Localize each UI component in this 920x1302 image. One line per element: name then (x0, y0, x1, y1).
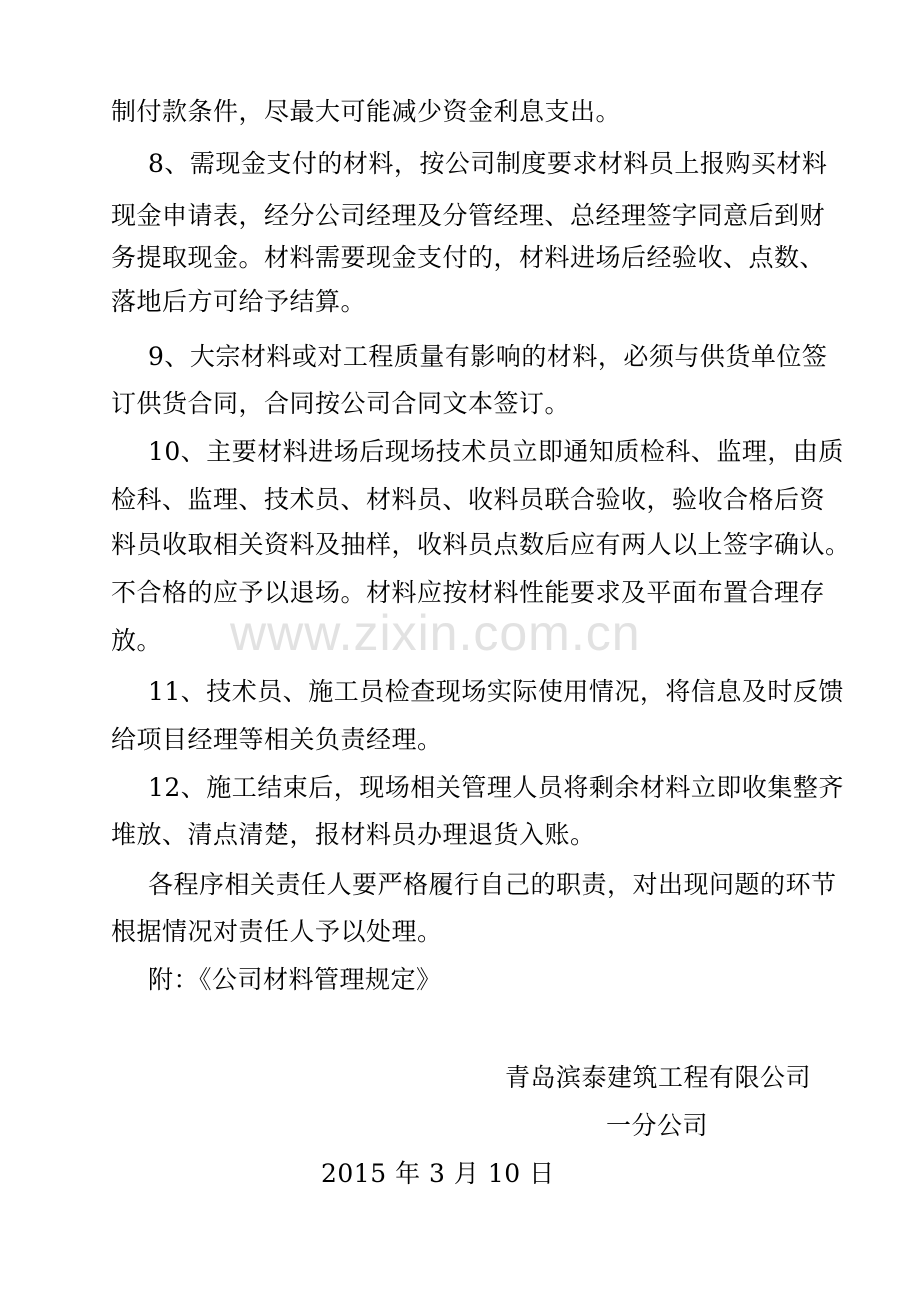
signature-branch: 一分公司 (606, 1111, 709, 1140)
paragraph-line: 制付款条件，尽最大可能减少资金利息支出。 (111, 97, 622, 126)
paragraph-line: 11、技术员、施工员检查现场实际使用情况，将信息及时反馈 (148, 677, 844, 706)
paragraph-line: 料员收取相关资料及抽样，收料员点数后应有两人以上签字确认。 (111, 530, 851, 559)
paragraph-line: 根据情况对责任人予以处理。 (111, 917, 443, 946)
watermark: www.zixin.com.cn (230, 605, 641, 661)
signature-date: 2015 年 3 月 10 日 (321, 1159, 555, 1188)
paragraph-line: 现金申请表，经分公司经理及分管经理、总经理签字同意后到财 (111, 201, 826, 230)
paragraph-line: 各程序相关责任人要严格履行自己的职责，对出现问题的环节 (148, 870, 837, 899)
paragraph-line: 订供货合同，合同按公司合同文本签订。 (111, 389, 571, 418)
paragraph-line: 不合格的应予以退场。材料应按材料性能要求及平面布置合理存 (111, 578, 826, 607)
paragraph-line: 10、主要材料进场后现场技术员立即通知质检科、监理，由质 (148, 437, 844, 466)
paragraph-line: 堆放、清点清楚，报材料员办理退货入账。 (111, 820, 596, 849)
paragraph-line: 检科、监理、技术员、材料员、收料员联合验收，验收合格后资 (111, 485, 826, 514)
signature-company: 青岛滨泰建筑工程有限公司 (505, 1063, 812, 1092)
paragraph-line: 12、施工结束后，现场相关管理人员将剩余材料立即收集整齐 (148, 773, 844, 802)
paragraph-line: 放。 (111, 626, 163, 655)
paragraph-line: 9、大宗材料或对工程质量有影响的材料，必须与供货单位签 (148, 342, 828, 371)
paragraph-line: 务提取现金。材料需要现金支付的，材料进场后经验收、点数、 (111, 243, 826, 272)
paragraph-line: 8、需现金支付的材料，按公司制度要求材料员上报购买材料 (148, 149, 828, 178)
paragraph-line: 给项目经理等相关负责经理。 (111, 725, 443, 754)
paragraph-line: 落地后方可给予结算。 (111, 287, 367, 316)
attachment-line: 附：《公司材料管理规定》 (148, 965, 442, 994)
